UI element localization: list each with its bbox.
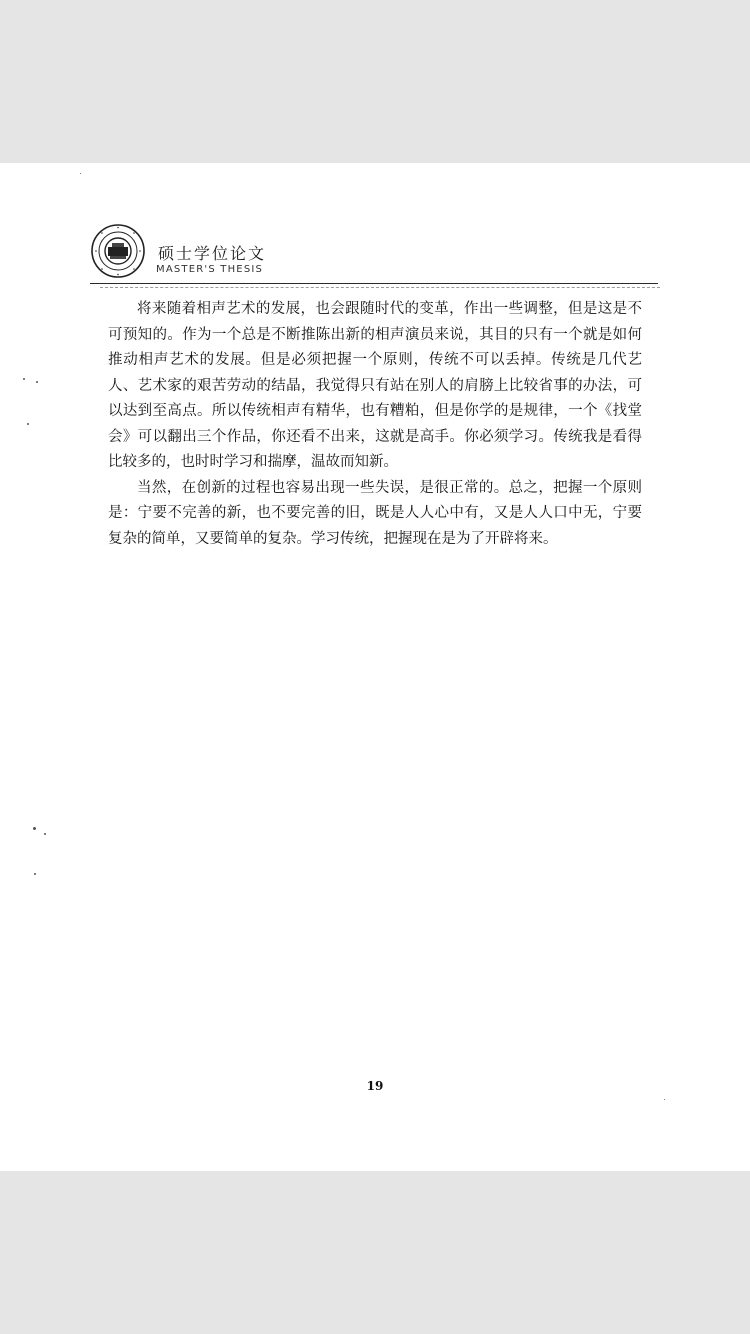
paragraph-1: 将来随着相声艺术的发展，也会跟随时代的变革，作出一些调整，但是这是不可预知的。作为一个总是不断推陈出新的相声演员来说，其目的只有一个就是如何推动相声艺术的发展。但是必须把握一个原则，传统不可以丢掉。传统是几代艺人、艺术家的艰苦劳动的结晶，我觉得只有站在别人的肩膀上比较省事的办法，可以达到至高点。所以传统相声有精华，也有糟粕，但是你学的是规律，一个《找堂会》可以翻出三个作品，你还看不出来，这就是高手。你必须学习。传统我是看得比较多的，也时时学习和揣摩，温故而知新。: [108, 301, 642, 470]
scan-speck: [23, 378, 25, 380]
scan-speck: [36, 381, 38, 383]
header-title-en: MASTER'S THESIS: [156, 264, 264, 275]
university-seal-icon: [90, 223, 146, 279]
paragraph-2: 当然，在创新的过程也容易出现一些失误，是很正常的。总之，把握一个原则是：宁要不完善的新，也不要完善的旧，既是人人心中有，又是人人口中无，宁要复杂的简单，又要简单的复杂。学习传统，把握现在是为了开辟将来。: [108, 479, 642, 547]
scan-speck: [44, 833, 46, 835]
scan-speck: [33, 827, 36, 830]
scan-speck: [664, 1099, 665, 1100]
page-header: [90, 223, 660, 291]
header-title-cn: 硕士学位论文: [158, 244, 267, 263]
thesis-page: [0, 163, 750, 1171]
scan-speck: [34, 873, 36, 875]
page-number: 19: [366, 1079, 384, 1093]
scan-speck: [27, 423, 29, 425]
scan-speck: [80, 173, 81, 174]
header-divider: [90, 283, 658, 284]
body-text: [108, 297, 642, 552]
header-divider-secondary: [100, 287, 660, 288]
